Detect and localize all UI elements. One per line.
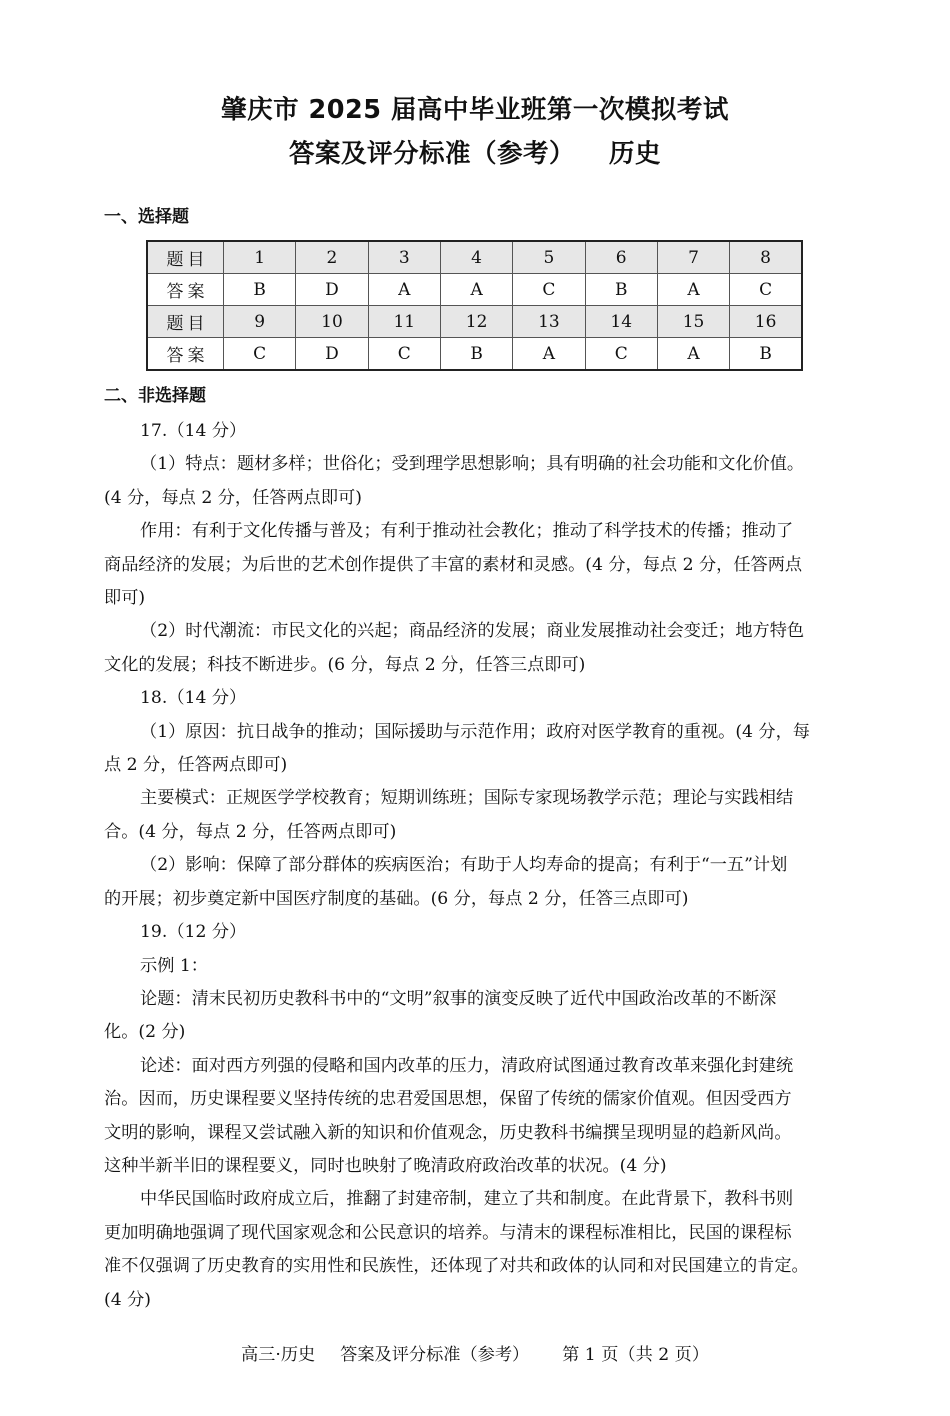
table-row <box>147 241 802 274</box>
q19-line: 准不仅强调了历史教育的实用性和民族性，还体现了对共和政体的认同和对民国建立的肯定。 <box>104 1256 809 1277</box>
document-title-block <box>0 92 950 174</box>
table-cell: C <box>585 338 657 371</box>
table-cell: C <box>730 274 802 306</box>
table-cell: 14 <box>585 306 657 338</box>
q19-line: 这种半新半旧的课程要义，同时也映射了晚清政府政治改革的状况。(4 分) <box>104 1155 667 1176</box>
table-cell: 11 <box>368 306 440 338</box>
question-number-19: 19.（12 分） <box>140 922 247 943</box>
table-cell: A <box>513 338 585 371</box>
table-row <box>147 306 802 338</box>
answer-sheet-page <box>0 92 950 1416</box>
table-row <box>147 274 802 306</box>
q18-line: （2）影响：保障了部分群体的疾病医治；有助于人均寿命的提高；有利于“一五”计划 <box>140 855 788 876</box>
table-cell: 2 <box>296 241 368 274</box>
q19-line: 论题：清末民初历史教科书中的“文明”叙事的演变反映了近代中国政治改革的不断深 <box>140 988 777 1009</box>
q19-line: 化。(2 分) <box>104 1022 186 1043</box>
table-cell: C <box>368 338 440 371</box>
q19-line: 更加明确地强调了现代国家观念和公民意识的培养。与清末的课程标准相比，民国的课程标 <box>104 1222 792 1243</box>
row-label: 答案 <box>147 274 224 306</box>
q17-line: （1）特点：题材多样；世俗化；受到理学思想影响；具有明确的社会功能和文化价值。 <box>140 454 805 475</box>
page-subtitle <box>0 134 950 174</box>
row-label: 题目 <box>147 306 224 338</box>
q19-line: (4 分) <box>104 1289 151 1310</box>
q19-line: 中华民国临时政府成立后，推翻了封建帝制，建立了共和制度。在此背景下，教科书则 <box>140 1189 794 1210</box>
q17-line: 作用：有利于文化传播与普及；有利于推动社会教化；推动了科学技术的传播；推动了 <box>140 521 794 542</box>
table-cell: 13 <box>513 306 585 338</box>
table-cell: 15 <box>657 306 729 338</box>
answer-table-wrapper <box>146 240 950 371</box>
q19-example-label: 示例 1： <box>140 955 208 976</box>
q17-line: 商品经济的发展；为后世的艺术创作提供了丰富的素材和灵感。(4 分，每点 2 分，任答两点 <box>104 554 803 575</box>
q18-line: （1）原因：抗日战争的推动；国际援助与示范作用；政府对医学教育的重视。(4 分，每 <box>140 721 810 742</box>
answer-table <box>146 240 803 371</box>
answers-body <box>104 415 848 1317</box>
row-label: 答案 <box>147 338 224 371</box>
section-heading-multiple-choice: 一、选择题 <box>104 207 189 227</box>
footer-doc-type: 答案及评分标准（参考） <box>340 1345 530 1365</box>
table-cell: B <box>440 338 512 371</box>
table-cell: 10 <box>296 306 368 338</box>
q17-line: 文化的发展；科技不断进步。(6 分，每点 2 分，任答三点即可) <box>104 654 586 675</box>
table-cell: 8 <box>730 241 802 274</box>
q18-line: 的开展；初步奠定新中国医疗制度的基础。(6 分，每点 2 分，任答三点即可) <box>104 888 689 909</box>
table-cell: 16 <box>730 306 802 338</box>
row-label: 题目 <box>147 241 224 274</box>
table-cell: 9 <box>224 306 296 338</box>
table-cell: 4 <box>440 241 512 274</box>
table-cell: C <box>224 338 296 371</box>
table-cell: 6 <box>585 241 657 274</box>
q17-line: （2）时代潮流：市民文化的兴起；商品经济的发展；商业发展推动社会变迁；地方特色 <box>140 621 805 642</box>
table-cell: A <box>440 274 512 306</box>
table-cell: B <box>730 338 802 371</box>
table-row <box>147 338 802 371</box>
table-cell: D <box>296 338 368 371</box>
q18-line: 点 2 分，任答两点即可) <box>104 755 288 776</box>
q19-line: 论述：面对西方列强的侵略和国内改革的压力，清政府试图通过教育改革来强化封建统 <box>140 1055 794 1076</box>
question-number-18: 18.（14 分） <box>140 688 247 709</box>
table-cell: 1 <box>224 241 296 274</box>
table-cell: 5 <box>513 241 585 274</box>
page-subtitle-text: 答案及评分标准（参考） <box>288 139 575 169</box>
q17-line: (4 分，每点 2 分，任答两点即可) <box>104 487 362 508</box>
table-cell: D <box>296 274 368 306</box>
table-cell: A <box>657 274 729 306</box>
table-cell: A <box>368 274 440 306</box>
question-number-17: 17.（14 分） <box>140 421 247 441</box>
page-title: 肇庆市 2025 届高中毕业班第一次模拟考试 <box>221 95 729 125</box>
section-heading-free-response: 二、非选择题 <box>104 386 206 406</box>
table-cell: 7 <box>657 241 729 274</box>
table-cell: A <box>657 338 729 371</box>
table-cell: 3 <box>368 241 440 274</box>
page-subject: 历史 <box>609 139 662 169</box>
table-cell: B <box>224 274 296 306</box>
footer-grade-subject: 高三·历史 <box>240 1345 316 1365</box>
q17-line: 即可) <box>104 588 146 609</box>
q18-line: 主要模式：正规医学学校教育；短期训练班；国际专家现场教学示范；理论与实践相结 <box>140 788 794 809</box>
table-cell: C <box>513 274 585 306</box>
table-cell: 12 <box>440 306 512 338</box>
footer-page-number: 第 1 页（共 2 页） <box>562 1345 710 1365</box>
q19-line: 文明的影响，课程又尝试融入新的知识和价值观念，历史教科书编撰呈现明显的趋新风尚。 <box>104 1122 792 1143</box>
page-footer <box>0 1340 950 1365</box>
q18-line: 合。(4 分，每点 2 分，任答两点即可) <box>104 821 397 842</box>
q19-line: 治。因而，历史课程要义坚持传统的忠君爱国思想，保留了传统的儒家价值观。但因受西方 <box>104 1089 792 1110</box>
table-cell: B <box>585 274 657 306</box>
